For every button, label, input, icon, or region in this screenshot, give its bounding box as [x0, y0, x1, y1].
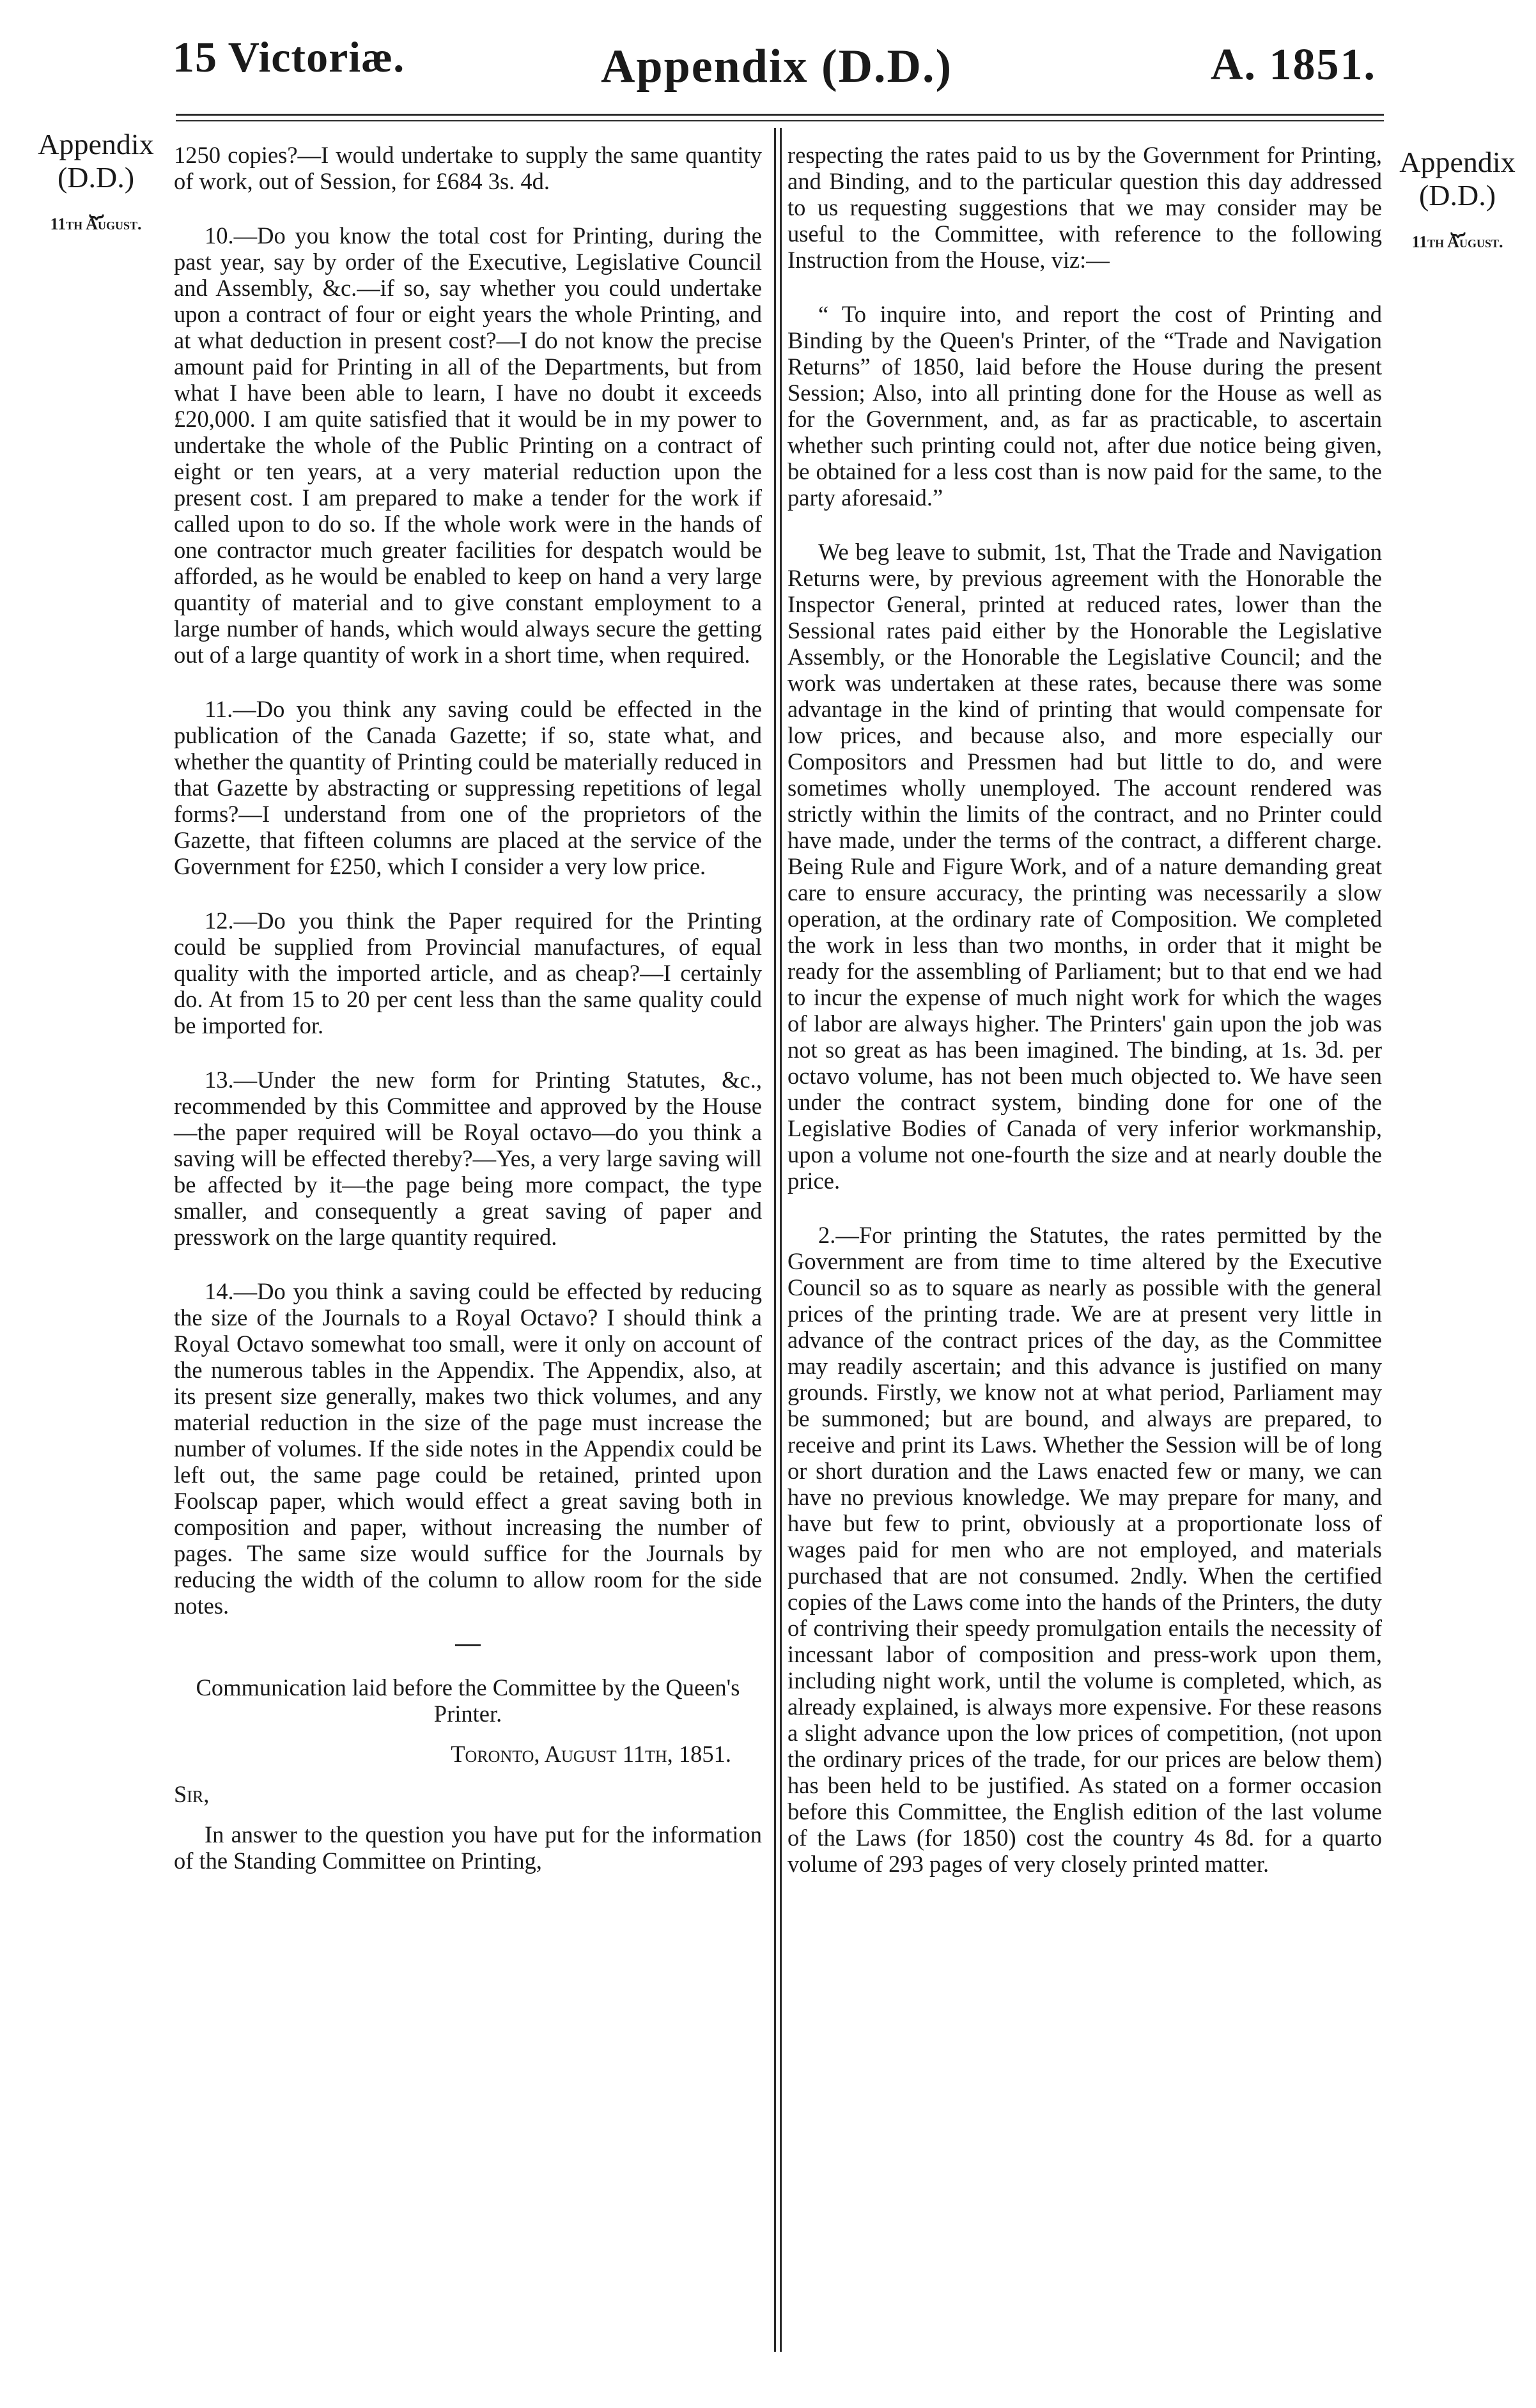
right-column — [787, 142, 1382, 1877]
point-1-trade-returns: We beg leave to submit, 1st, That the Trade and Navigation Returns were, by previous agreement with the Honorable the Inspector General, printed at reduced rates, lower than the Sessional rates paid either by the Honorable the Legislative Assembly, or the Honorable the Legislative Council; and the work was undertaken at these rates, because there was some advantage in the kind of printing that would compensate for low prices, and because also, and more especially our Compositors and Pressmen had but little to do, and were sometimes wholly unemployed. The account rendered was strictly within the limits of the contract, and no Printer could have made, under the terms of the contract, a different charge. Being Rule and Figure Work, and of a nature demanding great care to ensure accuracy, the printing was necessarily a slow operation, at the ordinary rate of Composition. We completed the work in less than two months, in order that it might be ready for the assembling of Parliament; but to that end we had to incur the expense of much night work for which the wages of labor are always higher. The Printers' gain upon the job was not so great as has been imagined. The binding, at 1s. 3d. per octavo volume, has not been much objected to. We have seen under the contract system, binding done for one of the Legislative Bodies of Canada of very inferior workmanship, upon a volume not one-fourth the size and at nearly double the price. — [787, 539, 1382, 1194]
header-rule-bottom — [176, 120, 1384, 121]
paragraph-continuation: 1250 copies?—I would undertake to supply the same quantity of work, out of Session, for £684 3s. 4d. — [174, 142, 762, 194]
letter-continuation: respecting the rates paid to us by the Government for Printing, and Binding, and to the particular question this day addressed to us requesting suggestions that we may consider may be useful to the Committee, with reference to the following Instruction from the House, viz:— — [787, 142, 1382, 273]
column-divider — [774, 128, 776, 2352]
letter-salutation: Sir, — [174, 1781, 210, 1807]
left-margin-code: (D.D.) — [57, 161, 135, 194]
question-10: 10.—Do you know the total cost for Printing, during the past year, say by order of the Executive, Legislative Council and Assembly, &c.—if so, say whether you could undertake upon a contract of four or eight years the whole Printing, and at what deduction in present cost?—I do not know the precise amount paid for Printing in all of the Departments, but from what I have been able to learn, I have no doubt it exceeds £20,000. I am quite satisfied that it would be in my power to undertake the whole of the Public Printing on a contract of eight or ten years, at a very material reduction upon the present cost. I am prepared to make a tender for the work if called upon to do so. If the whole work were in the hands of one contractor much greater facilities for despatch would be afforded, as he would be enabled to keep on hand a very large quantity of material and to give constant employment to a large number of hands, which would always secure the getting out of a large quantity of work in a short time, when required. — [174, 222, 762, 668]
right-margin-brace: ⏟ — [1450, 207, 1464, 236]
right-margin-appendix: Appendix — [1399, 146, 1516, 178]
left-column — [174, 142, 762, 1874]
page-header — [0, 26, 1536, 109]
left-margin-appendix: Appendix — [38, 128, 154, 160]
point-2-statutes: 2.—For printing the Statutes, the rates permitted by the Government are from time to time altered by the Executive Council so as to square as nearly as possible with the general prices of the printing trade. We are at present very little in advance of the contract prices of the day, as the Committee may readily ascertain; and this advance is justified on many grounds. Firstly, we know not at what period, Parliament may be summoned; but are bound, and always are prepared, to receive and print its Laws. Whether the Session will be of long or short duration and the Laws enacted few or many, we can have no previous knowledge. We may prepare for many, and have but few to print, obviously at a proportionate loss of wages paid for men who are not employed, and materials purchased that are not consumed. 2ndly. When the certified copies of the Laws come into the hands of the Printers, the duty of contriving their speedy promulgation entails the necessity of incessant labor of composition and press-work upon them, including night work, until the volume is completed, which, as already explained, is always more expensive. For these reasons a slight advance upon the low prices of competition, (not upon the ordinary prices of the trade, for our prices are below them) has been held to be justified. As stated on a former occasion before this Committee, the English edition of the last volume of the Laws (for 1850) cost the country 4s 8d. for a quarto volume of 293 pages of very closely printed matter. — [787, 1222, 1382, 1877]
letter-opening: In answer to the question you have put for the information of the Standing Committee on Printing, — [174, 1821, 762, 1874]
header-appendix-title: Appendix (D.D.) — [601, 40, 953, 93]
right-margin-note — [1387, 146, 1528, 253]
left-margin-note — [32, 128, 160, 235]
question-12: 12.—Do you think the Paper required for the Printing could be supplied from Provincial manufactures, of equal quality with the imported article, and as cheap?—I certainly do. At from 15 to 20 per cent less than the same quality could be imported for. — [174, 907, 762, 1038]
column-divider-second — [780, 128, 782, 2352]
letter-dateline: Toronto, August 11th, 1851. — [451, 1741, 731, 1767]
left-margin-date: 11th August. — [50, 215, 142, 233]
header-reign: 15 Victoriæ. — [173, 33, 405, 81]
house-instruction-quote: “ To inquire into, and report the cost of Printing and Binding by the Queen's Printer, of the “Trade and Navigation Returns” of 1850, laid before the House during the present Session; Also, into all printing done for the House as well as for the Government, and, as far as practicable, to ascertain whether such printing could not, after due notice being given, be obtained for a less cost than is now paid for the same, to the party aforesaid.” — [787, 301, 1382, 511]
question-14: 14.—Do you think a saving could be effected by reducing the size of the Journals to a Royal Octavo? I should think a Royal Octavo somewhat too small, were it only on account of the numerous tables in the Appendix. The Appendix, also, at its present size generally, makes two thick volumes, and any material reduction in the size of the page must increase the number of volumes. If the side notes in the Appendix could be left out, the same page could be retained, printed upon Foolscap paper, which would effect a great saving both in composition and paper, without increasing the number of pages. The same size would suffice for the Journals by reducing the width of the column to allow room for the side notes. — [174, 1278, 762, 1619]
question-13: 13.—Under the new form for Printing Statutes, &c., recommended by this Committee and approved by the House—the paper required will be Royal octavo—do you think a saving will be effected thereby?—Yes, a very large saving will be affected by it—the page being more compact, the type smaller, and consequently a great saving of paper and presswork on the large quantity required. — [174, 1067, 762, 1250]
communication-heading: Communication laid before the Committee by the Queen's Printer. — [196, 1674, 740, 1727]
section-separator — [455, 1644, 481, 1646]
question-11: 11.—Do you think any saving could be effected in the publication of the Canada Gazette; if so, state what, and whether the quantity of Printing could be materially reduced in that Gazette by abstracting or suppressing repetitions of legal forms?—I understand from one of the proprietors of the Gazette, that fifteen columns are placed at the service of the Government for £250, which I consider a very low price. — [174, 696, 762, 879]
header-year: A. 1851. — [1210, 40, 1376, 89]
right-margin-date: 11th August. — [1411, 233, 1503, 251]
right-margin-code: (D.D.) — [1418, 179, 1496, 212]
header-rule-top — [176, 114, 1384, 116]
left-margin-brace: ⏟ — [89, 189, 103, 218]
